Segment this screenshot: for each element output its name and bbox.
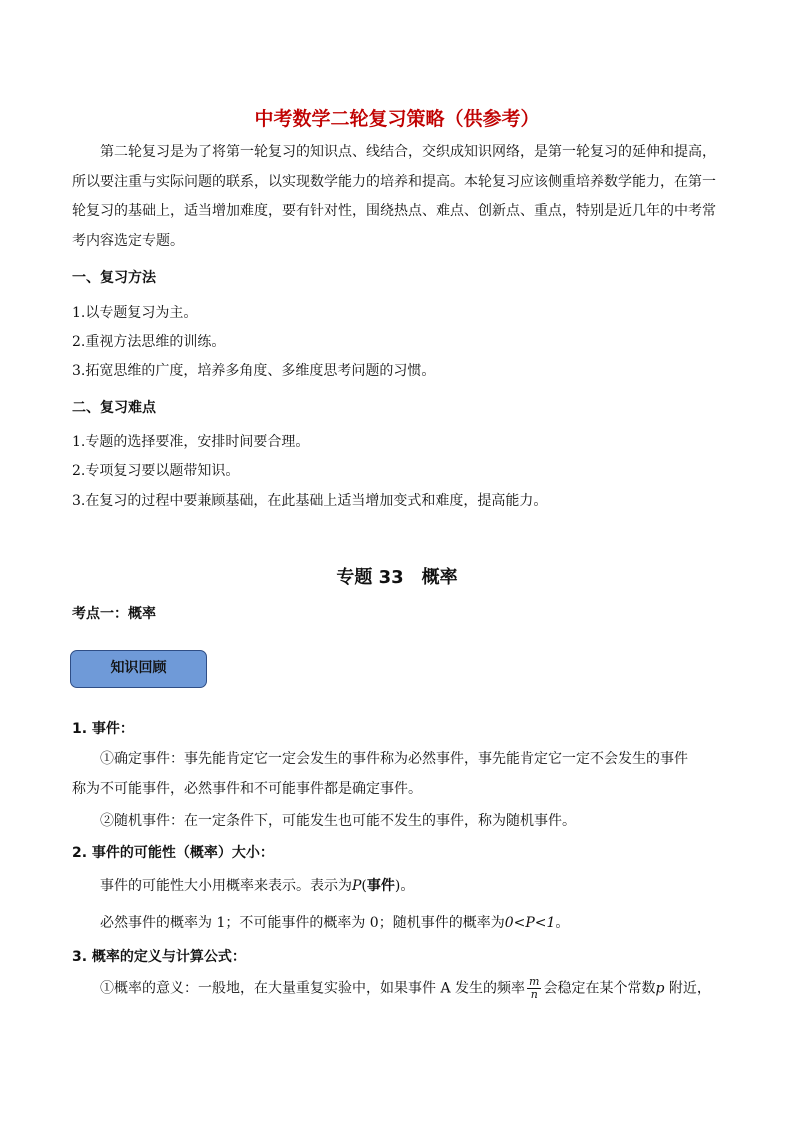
certain-event-line-continued: 称为不可能事件，必然事件和不可能事件都是确定事件。 xyxy=(72,781,422,797)
item-heading-definition: 3. 概率的定义与计算公式： xyxy=(72,949,246,965)
probability-meaning-text-2: 会稳定在某个常数 xyxy=(543,980,656,997)
certain-event-line: ①确定事件：事先能肯定它一定会发生的事件称为必然事件，事先能肯定它一定不会发生的事件 xyxy=(100,751,688,767)
probability-meaning-text: ①概率的意义：一般地，在大量重复实验中，如果事件 A 发生的频率 xyxy=(100,980,526,997)
formula-paren-open: ( xyxy=(361,878,367,894)
probability-values-line xyxy=(100,912,569,932)
probability-values-text: 必然事件的概率为 1；不可能事件的概率为 0；随机事件的概率为 xyxy=(100,915,505,931)
item-heading-likelihood: 2. 事件的可能性（概率）大小： xyxy=(72,845,274,861)
sentence-end: 。 xyxy=(400,878,415,894)
list-item: 1.专题的选择要准，安排时间要合理。 xyxy=(72,434,310,450)
list-item: 3.在复习的过程中要兼顾基础，在此基础上适当增加变式和难度，提高能力。 xyxy=(72,493,548,509)
fraction-numerator: m xyxy=(529,975,540,988)
sentence-end: 。 xyxy=(555,915,570,931)
frequency-fraction xyxy=(527,976,541,1001)
probability-notation-line xyxy=(100,875,414,895)
point-title: 考点一：概率 xyxy=(72,606,156,622)
formula-p: P xyxy=(352,878,362,894)
probability-range-formula: 0<P<1 xyxy=(504,915,556,931)
list-item: 1.以专题复习为主。 xyxy=(72,305,198,321)
knowledge-review-button[interactable]: 知识回顾 xyxy=(70,650,207,688)
list-item: 3.拓宽思维的广度，培养多角度、多维度思考问题的习惯。 xyxy=(72,363,436,379)
random-event-line: ②随机事件：在一定条件下，可能发生也可能不发生的事件，称为随机事件。 xyxy=(100,813,576,829)
intro-paragraph: 第二轮复习是为了将第一轮复习的知识点、线结合，交织成知识网络，是第一轮复习的延伸和提高，所以要注重与实际问题的联系，以实现数学能力的培养和提高。本轮复习应该侧重培养数学能力，在第一轮复习的基础上，适当增加难度，要有针对性，围绕热点、难点、创新点、重点，特别是近几年的中考常考内容选定专题。 xyxy=(72,144,716,249)
probability-meaning-text-3: 附近， xyxy=(664,980,711,997)
formula-event: 事件 xyxy=(366,878,395,894)
probability-meaning-line xyxy=(100,976,711,1001)
probability-notation-text: 事件的可能性大小用概率来表示。表示为 xyxy=(100,878,352,894)
topic-title: 专题 33 概率 xyxy=(336,567,458,588)
item-heading-events: 1. 事件： xyxy=(72,721,134,737)
list-item: 2.重视方法思维的训练。 xyxy=(72,334,226,350)
document-title: 中考数学二轮复习策略（供参考） xyxy=(254,108,540,130)
constant-p: p xyxy=(655,980,665,997)
section-heading-methods: 一、复习方法 xyxy=(72,270,156,286)
fraction-denominator: n xyxy=(530,988,538,1001)
list-item: 2.专项复习要以题带知识。 xyxy=(72,463,240,479)
section-heading-difficulties: 二、复习难点 xyxy=(72,400,156,416)
formula-paren-close: ) xyxy=(394,878,401,894)
